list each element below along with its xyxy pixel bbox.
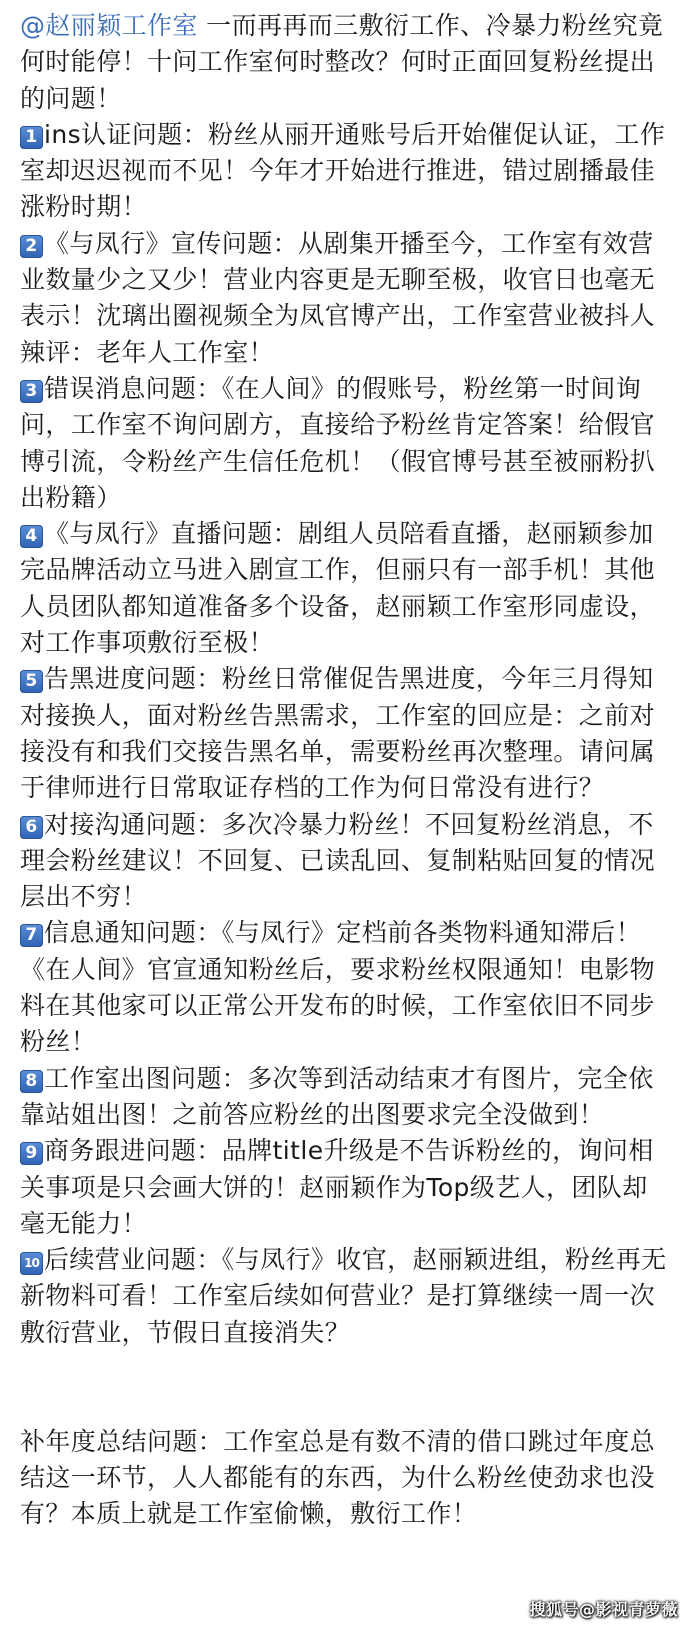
list-item-text: 商务跟进问题：品牌title升级是不告诉粉丝的，询问相关事项是只会画大饼的！赵丽颖作为Top级艺人，团队却毫无能力！ xyxy=(20,1136,654,1238)
list-item-text: 《与凤行》宣传问题：从剧集开播至今，工作室有效营业数量少之又少！营业内容更是无聊至极，收官日也毫无表示！沈璃出圈视频全为凤官博产出，工作室营业被抖人辣评：老年人工作室！ xyxy=(20,228,656,367)
keycap-number-icon: 8 xyxy=(20,1070,43,1093)
list-item xyxy=(20,1242,672,1351)
list-item xyxy=(20,516,672,661)
list-item xyxy=(20,226,672,371)
keycap-number-icon: 3 xyxy=(20,380,43,403)
keycap-number-icon: 2 xyxy=(20,235,43,258)
list-item-text: ins认证问题：粉丝从丽开通账号后开始催促认证，工作室却迟迟视而不见！今年才开始进行推进，错过剧播最佳涨粉时期！ xyxy=(20,119,666,222)
list-item-text: 工作室出图问题：多次等到活动结束才有图片，完全依靠站姐出图！之前答应粉丝的出图要求完全没做到！ xyxy=(20,1063,654,1129)
keycap-number-icon: 5 xyxy=(20,670,43,693)
list-item-text: 对接沟通问题：多次冷暴力粉丝！不回复粉丝消息，不理会粉丝建议！不回复、已读乱回、复制粘贴回复的情况层出不穷！ xyxy=(20,809,656,912)
list-item xyxy=(20,807,672,916)
keycap-number-icon: 7 xyxy=(20,924,43,947)
keycap-number-icon: 9 xyxy=(20,1142,43,1165)
list-item-text: 信息通知问题：《与凤行》定档前各类物料通知滞后！《在人间》官宣通知粉丝后，要求粉丝权限通知！电影物料在其他家可以正常公开发布的时候，工作室依旧不同步粉丝！ xyxy=(20,918,656,1057)
keycap-number-icon: 4 xyxy=(20,525,43,548)
list-item xyxy=(20,915,672,1060)
list-item xyxy=(20,1061,672,1134)
list-item xyxy=(20,661,672,806)
source-watermark: 搜狐号@影视青萝薇 xyxy=(529,1600,678,1619)
post-intro: 一而再再而三敷衍工作、冷暴力粉丝究竟何时能停！十问工作室何时整改？何时正面回复粉丝提出的问题！ xyxy=(20,11,664,113)
mention-link[interactable]: @赵丽颖工作室 xyxy=(20,11,198,40)
post-text xyxy=(20,8,672,1532)
list-item xyxy=(20,117,672,226)
post-summary: 补年度总结问题：工作室总是有数不清的借口跳过年度总结这一环节，人人都能有的东西，为什么粉丝使劲求也没有？本质上就是工作室偷懒，敷衍工作！ xyxy=(20,1426,656,1529)
list-item-text: 告黑进度问题：粉丝日常催促告黑进度，今年三月得知对接换人，面对粉丝告黑需求，工作室的回应是：之前对接没有和我们交接告黑名单，需要粉丝再次整理。请问属于律师进行日常取证存档的工作为何日常没有进行？ xyxy=(20,664,656,803)
list-item-text: 错误消息问题：《在人间》的假账号，粉丝第一时间询问，工作室不询问剧方，直接给予粉丝肯定答案！给假官博引流，令粉丝产生信任危机！（假官博号甚至被丽粉扒出粉籍） xyxy=(20,373,656,512)
list-item xyxy=(20,1133,672,1242)
list-item xyxy=(20,371,672,516)
keycap-number-icon: 6 xyxy=(20,816,43,839)
keycap-number-icon: 1 xyxy=(20,126,43,149)
list-item-text: 后续营业问题：《与凤行》收官，赵丽颖进组，粉丝再无新物料可看！工作室后续如何营业？是打算继续一周一次敷衍营业，节假日直接消失？ xyxy=(20,1245,667,1347)
keycap-number-icon: 10 xyxy=(20,1252,43,1275)
list-item-text: 《与凤行》直播问题：剧组人员陪看直播，赵丽颖参加完品牌活动立马进入剧宣工作，但丽只有一部手机！其他人员团队都知道准备多个设备，赵丽颖工作室形同虚设，对工作事项敷衍至极！ xyxy=(20,519,656,658)
paragraph-gap xyxy=(20,1351,672,1424)
